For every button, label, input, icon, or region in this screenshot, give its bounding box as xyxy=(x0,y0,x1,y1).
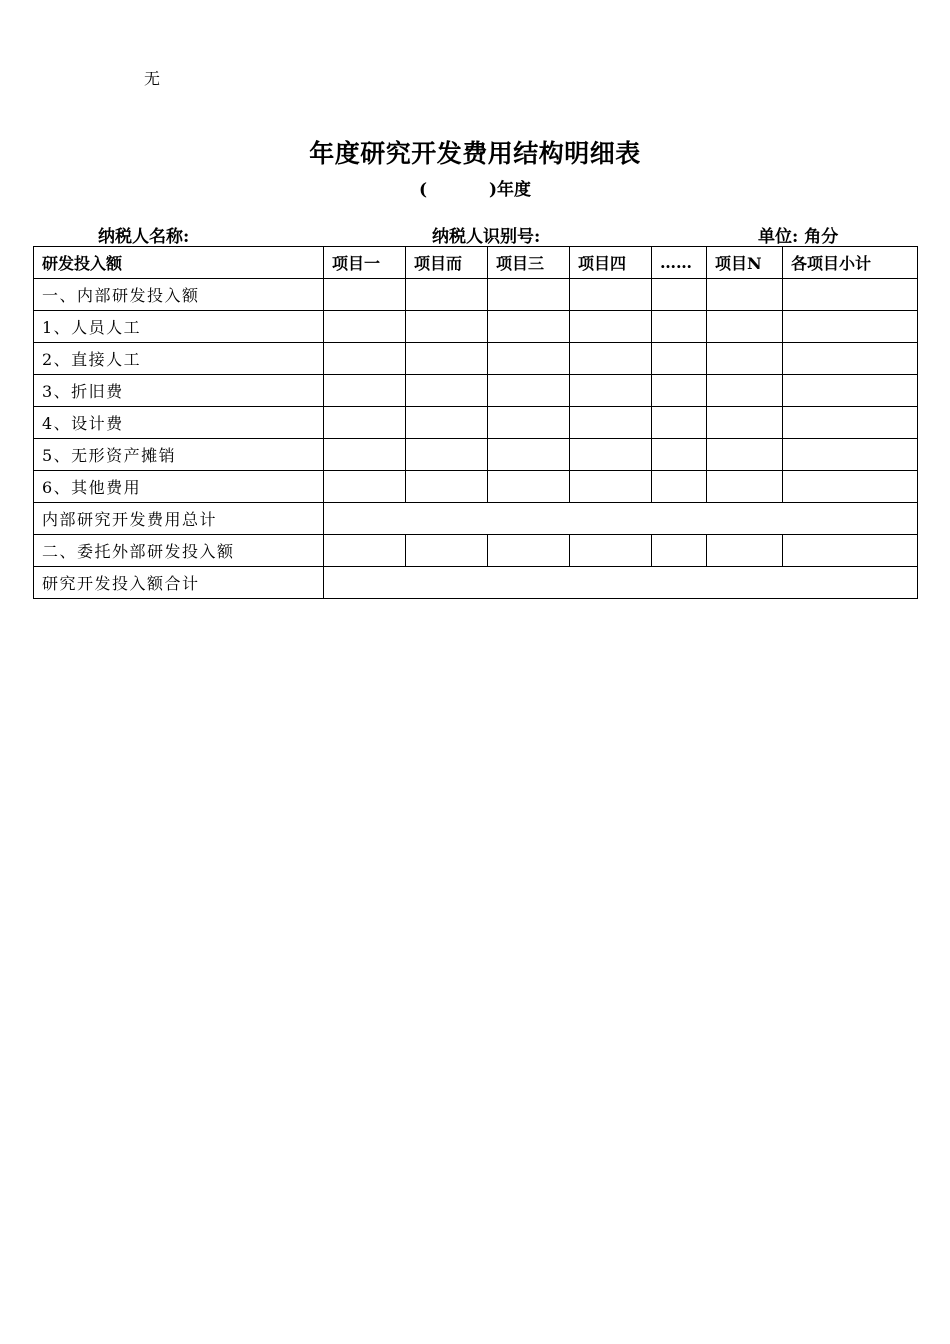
year-line xyxy=(0,175,950,200)
row-label: 5、无形资产摊销 xyxy=(34,439,324,471)
table-cell[interactable] xyxy=(324,375,406,407)
table-cell[interactable] xyxy=(652,375,707,407)
unit-label: 单位: 角分 xyxy=(758,227,839,247)
table-cell[interactable] xyxy=(707,279,783,311)
table-cell[interactable] xyxy=(324,439,406,471)
table-cell[interactable] xyxy=(707,343,783,375)
table-cell[interactable] xyxy=(652,311,707,343)
table-cell[interactable] xyxy=(707,471,783,503)
header-subtotal: 各项目小计 xyxy=(783,247,918,279)
header-rd-investment: 研发投入额 xyxy=(34,247,324,279)
table-cell[interactable] xyxy=(406,311,488,343)
table-cell[interactable] xyxy=(324,311,406,343)
table-cell[interactable] xyxy=(707,407,783,439)
table-cell[interactable] xyxy=(707,535,783,567)
table-cell[interactable] xyxy=(406,279,488,311)
table-row xyxy=(34,567,918,599)
table-cell[interactable] xyxy=(488,279,570,311)
row-label: 2、直接人工 xyxy=(34,343,324,375)
table-cell[interactable] xyxy=(783,471,918,503)
table-cell[interactable] xyxy=(652,343,707,375)
year-open-paren: ( xyxy=(418,180,428,200)
table-cell[interactable] xyxy=(570,471,652,503)
header-project-4: 项目四 xyxy=(570,247,652,279)
corner-note: 无 xyxy=(144,69,161,88)
table-cell[interactable] xyxy=(783,439,918,471)
table-row xyxy=(34,503,918,535)
table-row xyxy=(34,311,918,343)
table-cell[interactable] xyxy=(488,343,570,375)
header-project-3: 项目三 xyxy=(488,247,570,279)
table-cell[interactable] xyxy=(324,343,406,375)
table-cell[interactable] xyxy=(783,311,918,343)
table-cell[interactable] xyxy=(406,375,488,407)
table-cell[interactable] xyxy=(652,535,707,567)
table-row xyxy=(34,343,918,375)
table-cell[interactable] xyxy=(783,535,918,567)
taxpayer-name-label: 纳税人名称: xyxy=(98,227,190,247)
table-cell[interactable] xyxy=(406,471,488,503)
header-project-1: 项目一 xyxy=(324,247,406,279)
table-cell[interactable] xyxy=(324,471,406,503)
table-cell[interactable] xyxy=(783,375,918,407)
rd-expense-table xyxy=(33,246,918,599)
table-cell[interactable] xyxy=(707,375,783,407)
table-row xyxy=(34,375,918,407)
table-cell[interactable] xyxy=(570,279,652,311)
row-label: 一、内部研发投入额 xyxy=(34,279,324,311)
table-cell[interactable] xyxy=(570,311,652,343)
table-cell[interactable] xyxy=(570,343,652,375)
table-cell[interactable] xyxy=(652,439,707,471)
table-cell[interactable] xyxy=(406,343,488,375)
table-cell[interactable] xyxy=(488,407,570,439)
table-cell[interactable] xyxy=(406,407,488,439)
table-cell[interactable] xyxy=(570,407,652,439)
table-cell[interactable] xyxy=(707,311,783,343)
row-label: 1、人员人工 xyxy=(34,311,324,343)
row-label: 研究开发投入额合计 xyxy=(34,567,324,599)
table-cell[interactable] xyxy=(406,535,488,567)
row-label: 6、其他费用 xyxy=(34,471,324,503)
table-cell[interactable] xyxy=(652,279,707,311)
year-close-label: )年度 xyxy=(488,180,532,200)
table-cell[interactable] xyxy=(406,439,488,471)
header-project-n: 项目N xyxy=(707,247,783,279)
table-row xyxy=(34,471,918,503)
row-label: 4、设计费 xyxy=(34,407,324,439)
table-header-row xyxy=(34,247,918,279)
table-cell[interactable] xyxy=(783,407,918,439)
merged-total-cell[interactable] xyxy=(324,503,918,535)
table-cell[interactable] xyxy=(324,535,406,567)
table-cell[interactable] xyxy=(570,439,652,471)
table-row xyxy=(34,279,918,311)
table-row xyxy=(34,535,918,567)
table-cell[interactable] xyxy=(652,471,707,503)
table-cell[interactable] xyxy=(570,535,652,567)
table-row xyxy=(34,407,918,439)
table-cell[interactable] xyxy=(488,471,570,503)
merged-total-cell[interactable] xyxy=(324,567,918,599)
table-cell[interactable] xyxy=(324,279,406,311)
document-title: 年度研究开发费用结构明细表 xyxy=(309,139,641,168)
row-label: 内部研究开发费用总计 xyxy=(34,503,324,535)
table-cell[interactable] xyxy=(488,439,570,471)
table-cell[interactable] xyxy=(488,311,570,343)
row-label: 二、委托外部研发投入额 xyxy=(34,535,324,567)
table-cell[interactable] xyxy=(324,407,406,439)
table-cell[interactable] xyxy=(488,375,570,407)
table-cell[interactable] xyxy=(707,439,783,471)
table-row xyxy=(34,439,918,471)
taxpayer-id-label: 纳税人识别号: xyxy=(432,227,541,247)
table-cell[interactable] xyxy=(570,375,652,407)
table-cell[interactable] xyxy=(783,279,918,311)
table-cell[interactable] xyxy=(783,343,918,375)
table-cell[interactable] xyxy=(488,535,570,567)
header-project-2: 项目而 xyxy=(406,247,488,279)
header-ellipsis: …… xyxy=(652,247,707,279)
table-cell[interactable] xyxy=(652,407,707,439)
row-label: 3、折旧费 xyxy=(34,375,324,407)
